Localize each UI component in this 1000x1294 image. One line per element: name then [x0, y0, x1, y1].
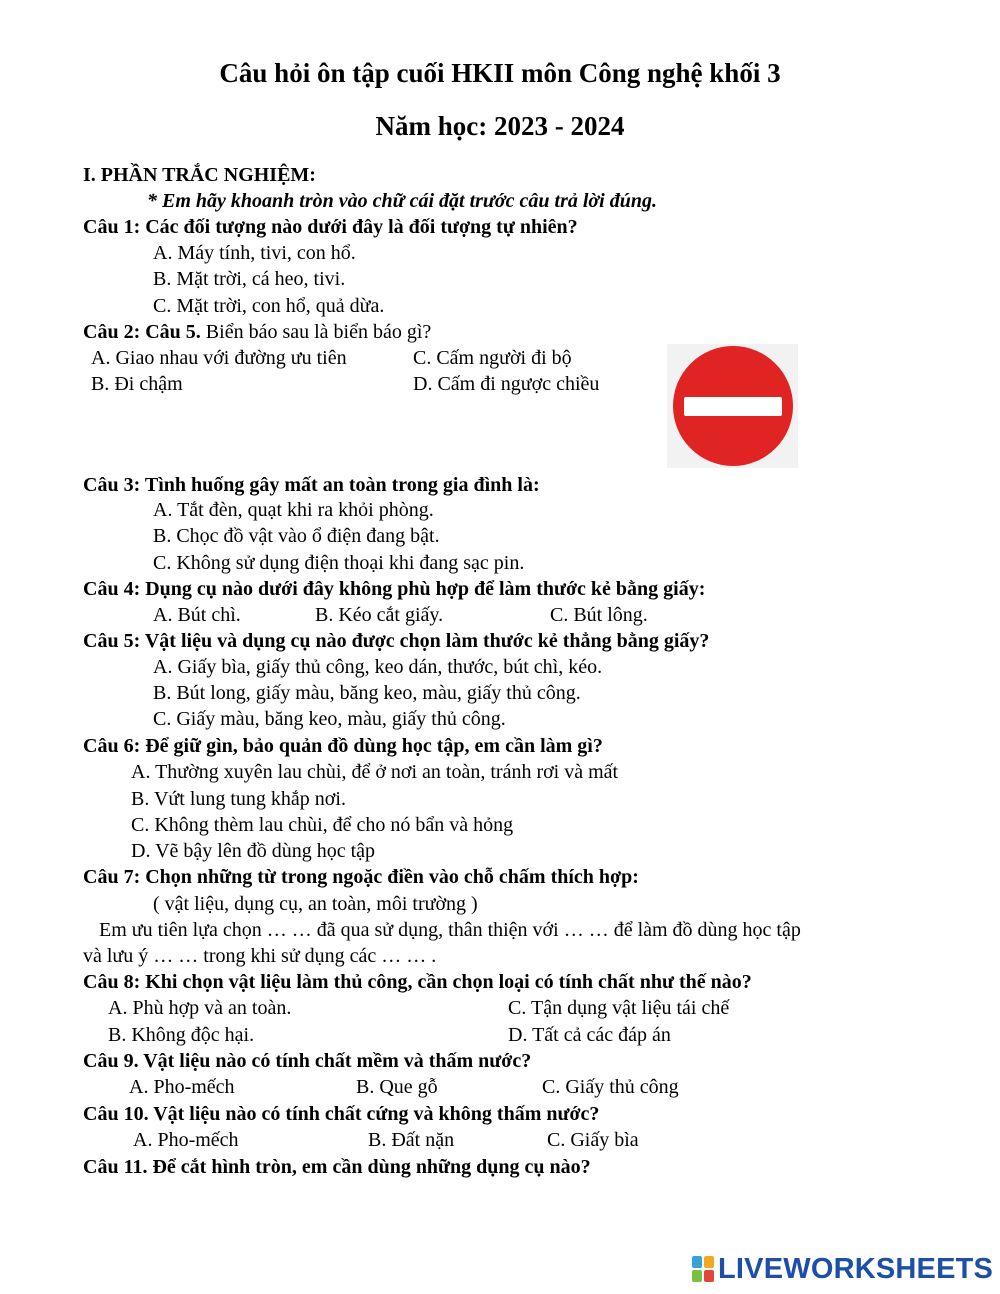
question-3-option-c[interactable]: C. Không sử dụng điện thoại khi đang sạc pin. — [153, 552, 525, 574]
question-7-text-line-1: Em ưu tiên lựa chọn … … đã qua sử dụng, thân thiện với … … để làm đồ dùng học tập — [99, 919, 801, 941]
question-8-option-d[interactable]: D. Tất cả các đáp án — [508, 1024, 671, 1046]
question-6-label: Câu 6: Để giữ gìn, bảo quản đồ dùng học tập, em cần làm gì? — [83, 735, 603, 757]
question-6-option-b[interactable]: B. Vứt lung tung khắp nơi. — [131, 788, 346, 810]
question-9-option-a[interactable]: A. Pho-mếch — [129, 1076, 235, 1098]
question-1-option-b[interactable]: B. Mặt trời, cá heo, tivi. — [153, 268, 346, 290]
question-6-option-c[interactable]: C. Không thèm lau chùi, để cho nó bẩn và hỏng — [131, 814, 514, 836]
question-10-option-a[interactable]: A. Pho-mếch — [133, 1129, 239, 1151]
question-3-option-b[interactable]: B. Chọc đồ vật vào ổ điện đang bật. — [153, 525, 440, 547]
question-7-word-bank: ( vật liệu, dụng cụ, an toàn, môi trường ) — [153, 893, 478, 915]
no-entry-sign-icon — [667, 344, 798, 468]
question-2-option-c[interactable]: C. Cấm người đi bộ — [413, 347, 572, 369]
question-9-option-c[interactable]: C. Giấy thủ công — [542, 1076, 679, 1098]
question-8-label: Câu 8: Khi chọn vật liệu làm thủ công, cần chọn loại có tính chất như thế nào? — [83, 971, 752, 993]
question-9-label: Câu 9. Vật liệu nào có tính chất mềm và thấm nước? — [83, 1050, 532, 1072]
question-8-option-c[interactable]: C. Tận dụng vật liệu tái chế — [508, 997, 730, 1019]
liveworksheets-brand[interactable] — [692, 1252, 993, 1286]
question-6-option-d[interactable]: D. Vẽ bậy lên đồ dùng học tập — [131, 840, 376, 862]
question-3-label: Câu 3: Tình huống gây mất an toàn trong gia đình là: — [83, 474, 540, 496]
brand-name: LIVEWORKSHEETS — [718, 1252, 994, 1285]
question-4-label: Câu 4: Dụng cụ nào dưới đây không phù hợp để làm thước kẻ bằng giấy: — [83, 578, 706, 600]
question-7-text-line-2: và lưu ý … … trong khi sử dụng các … … . — [83, 945, 437, 967]
question-8-option-b[interactable]: B. Không độc hại. — [108, 1024, 255, 1046]
question-10-option-c[interactable]: C. Giấy bìa — [547, 1129, 639, 1151]
question-1-option-a[interactable]: A. Máy tính, tivi, con hổ. — [153, 242, 356, 264]
question-2-label-bold: Câu 2: Câu 5. — [83, 321, 201, 343]
question-5-option-a[interactable]: A. Giấy bìa, giấy thủ công, keo dán, thước, bút chì, kéo. — [153, 656, 603, 678]
question-10-label: Câu 10. Vật liệu nào có tính chất cứng và không thấm nước? — [83, 1103, 600, 1125]
question-6-option-a[interactable]: A. Thường xuyên lau chùi, để ở nơi an toàn, tránh rơi và mất — [131, 761, 619, 783]
question-8-option-a[interactable]: A. Phù hợp và an toàn. — [108, 997, 292, 1019]
question-4-option-b[interactable]: B. Kéo cắt giấy. — [315, 604, 444, 626]
question-5-option-c[interactable]: C. Giấy màu, băng keo, màu, giấy thủ công. — [153, 708, 506, 730]
question-10-option-b[interactable]: B. Đất nặn — [368, 1129, 455, 1151]
liveworksheets-logo-icon — [692, 1256, 714, 1282]
question-2-option-b[interactable]: B. Đi chậm — [91, 373, 183, 395]
question-2-option-a[interactable]: A. Giao nhau với đường ưu tiên — [91, 347, 347, 369]
question-2-label — [83, 319, 431, 345]
section-heading: I. PHẦN TRẮC NGHIỆM: — [83, 164, 316, 186]
worksheet-title: Câu hỏi ôn tập cuối HKII môn Công nghệ khối 3 — [219, 58, 781, 88]
question-1-option-c[interactable]: C. Mặt trời, con hổ, quả dừa. — [153, 295, 385, 317]
question-5-option-b[interactable]: B. Bút long, giấy màu, băng keo, màu, giấy thủ công. — [153, 682, 581, 704]
question-2-label-text: Biển báo sau là biển báo gì? — [200, 321, 432, 343]
question-2-option-d[interactable]: D. Cấm đi ngược chiều — [413, 373, 600, 395]
school-year: Năm học: 2023 - 2024 — [375, 111, 625, 141]
question-7-label: Câu 7: Chọn những từ trong ngoặc điền vào chỗ chấm thích hợp: — [83, 866, 639, 888]
question-5-label: Câu 5: Vật liệu và dụng cụ nào được chọn làm thước kẻ thẳng bằng giấy? — [83, 630, 710, 652]
section-instruction: * Em hãy khoanh tròn vào chữ cái đặt trước câu trả lời đúng. — [147, 190, 657, 212]
question-3-option-a[interactable]: A. Tắt đèn, quạt khi ra khỏi phòng. — [153, 499, 434, 521]
question-4-option-c[interactable]: C. Bút lông. — [550, 604, 648, 626]
question-1-label: Câu 1: Các đối tượng nào dưới đây là đối tượng tự nhiên? — [83, 216, 578, 238]
question-11-label: Câu 11. Để cắt hình tròn, em cần dùng những dụng cụ nào? — [83, 1156, 591, 1178]
question-9-option-b[interactable]: B. Que gỗ — [356, 1076, 438, 1098]
question-4-option-a[interactable]: A. Bút chì. — [153, 604, 241, 626]
